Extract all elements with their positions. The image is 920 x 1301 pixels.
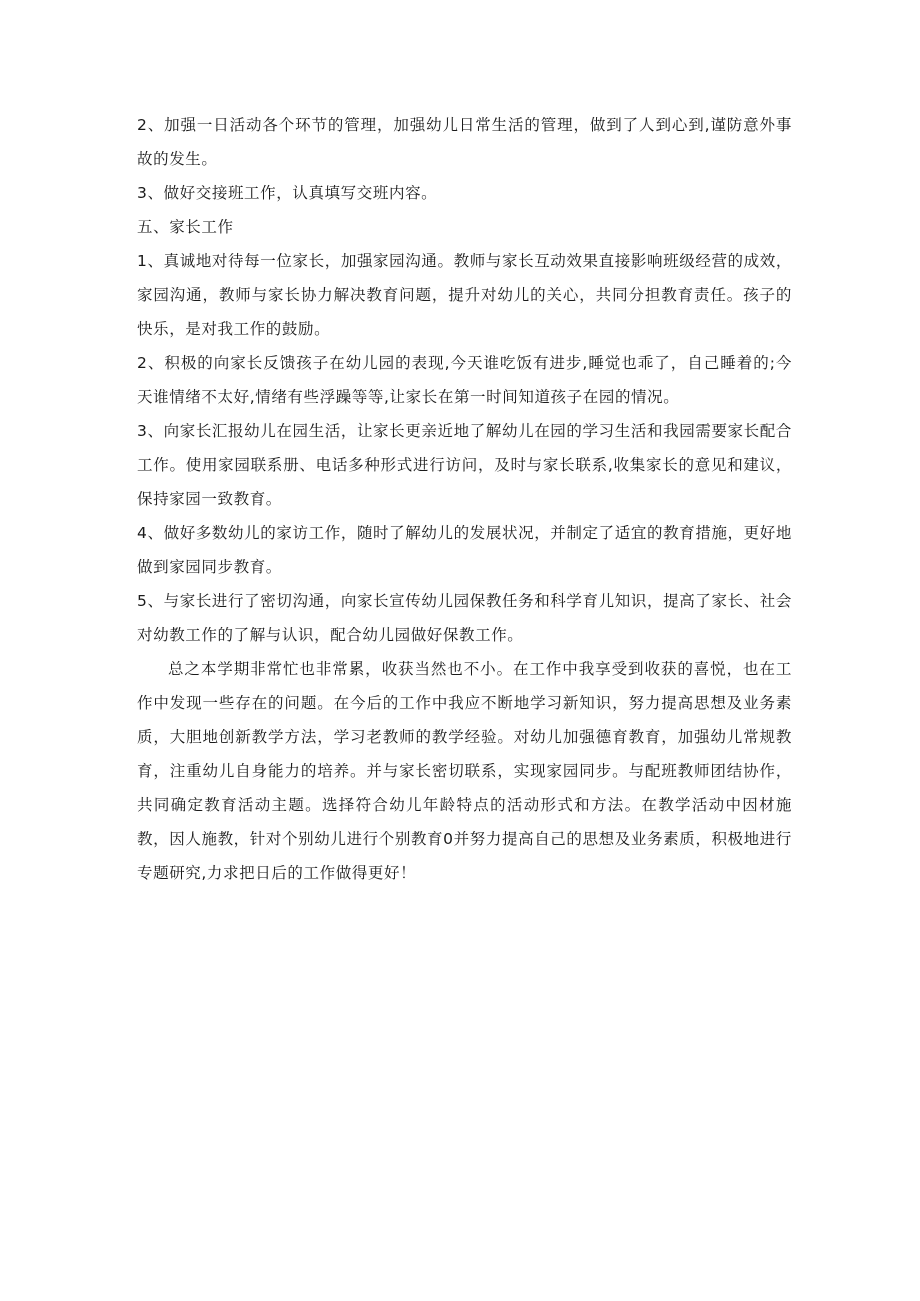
paragraph-parent-feedback: 2、积极的向家长反馈孩子在幼儿园的表现,今天谁吃饭有进步,睡觉也乖了，自己睡着的;今天谁情绪不太好,情绪有些浮躁等等,让家长在第一时间知道孩子在园的情况。: [137, 354, 792, 406]
section-heading-parent-work: 五、家长工作: [137, 218, 234, 236]
document-body: [137, 108, 792, 890]
paragraph-parent-report: 3、向家长汇报幼儿在园生活，让家长更亲近地了解幼儿在园的学习生活和我园需要家长配合工作。使用家园联系册、电话多种形式进行访问，及时与家长联系,收集家长的意见和建议，保持家园一致教育。: [137, 422, 792, 508]
paragraph-safety-management: 2、加强一日活动各个环节的管理，加强幼儿日常生活的管理，做到了人到心到,谨防意外事故的发生。: [137, 116, 792, 168]
paragraph-home-visits: 4、做好多数幼儿的家访工作，随时了解幼儿的发展状况，并制定了适宜的教育措施，更好地做到家园同步教育。: [137, 524, 792, 576]
paragraph-parent-education: 5、与家长进行了密切沟通，向家长宣传幼儿园保教任务和科学育儿知识，提高了家长、社会对幼教工作的了解与认识，配合幼儿园做好保教工作。: [137, 592, 792, 644]
paragraph-parent-communication: 1、真诚地对待每一位家长，加强家园沟通。教师与家长互动效果直接影响班级经营的成效，家园沟通，教师与家长协力解决教育问题，提升对幼儿的关心，共同分担教育责任。孩子的快乐，是对我工作的鼓励。: [137, 252, 792, 338]
paragraph-summary: 总之本学期非常忙也非常累，收获当然也不小。在工作中我享受到收获的喜悦，也在工作中发现一些存在的问题。在今后的工作中我应不断地学习新知识，努力提高思想及业务素质，大胆地创新教学方法，学习老教师的教学经验。对幼儿加强德育教育，加强幼儿常规教育，注重幼儿自身能力的培养。并与家长密切联系，实现家园同步。与配班教师团结协作，共同确定教育活动主题。选择符合幼儿年龄特点的活动形式和方法。在教学活动中因材施教，因人施教，针对个别幼儿进行个别教育0并努力提高自己的思想及业务素质，积极地进行专题研究,力求把日后的工作做得更好！: [137, 660, 792, 882]
paragraph-handover: 3、做好交接班工作，认真填写交班内容。: [137, 184, 438, 202]
